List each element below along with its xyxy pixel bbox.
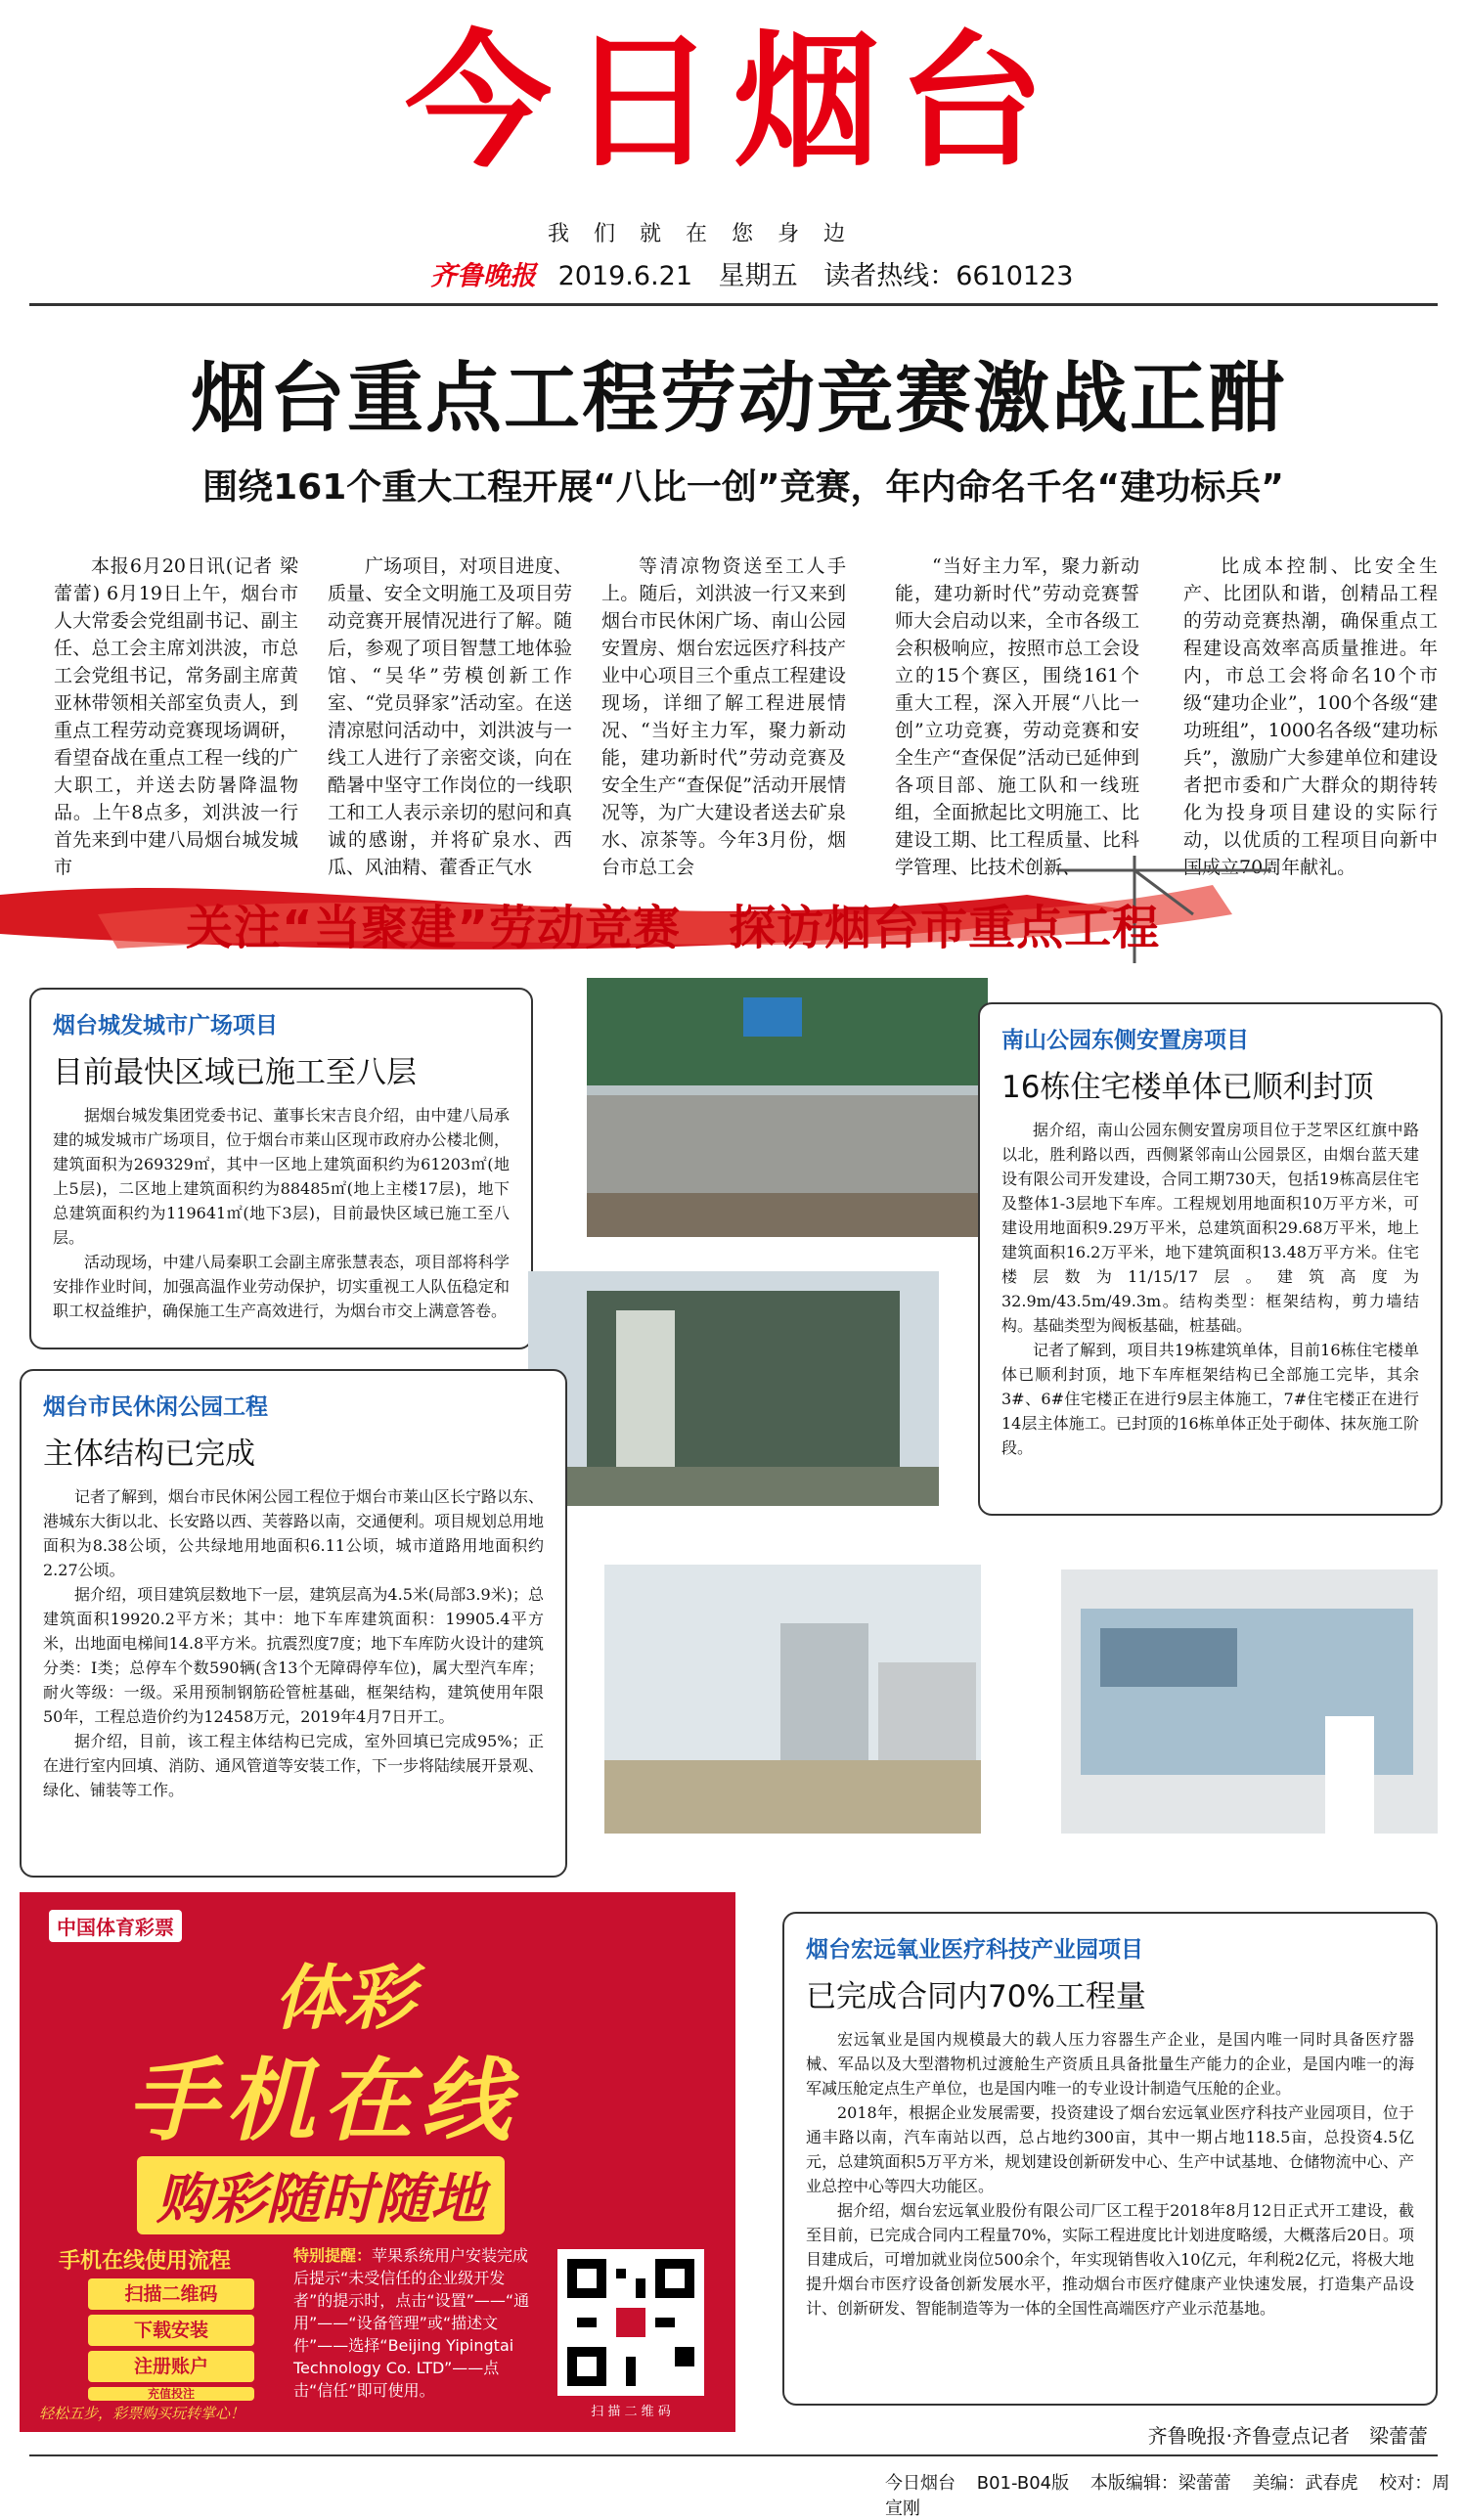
project-paragraph: 宏远氧业是国内规模最大的载人压力容器生产企业，是国内唯一同时具备医疗器械、军品以及大型潜物机过渡舱生产资质且具备批量生产能力的企业，是国内唯一的海军减压舱定点生产单位，也是国内唯一的专业设计制造气压舱的企业。 <box>806 2030 1414 2098</box>
ad-step: 下载安装 <box>88 2315 254 2346</box>
project-paragraph: 据介绍，南山公园东侧安置房项目位于芝罘区红旗中路以北，胜利路以西，西侧紧邻南山公园景区，由烟台蓝天建设有限公司开发建设，合同工期730天，包括19栋高层住宅及整体1-3层地下车库。工程规划用地面积10万平方米，可建设用地面积9.29万平米，总建筑面积29.68万平米，地上建筑面积16.2万平米，地下建筑面积13.48万平方米。住宅楼层数为11/15/17层。建筑高度为32.9m/43.5m/49.3m。结构类型：框架结构，剪力墙结构。基础类型为阀板基础，桩基础。 <box>1001 1121 1419 1335</box>
construction-site-photo-2 <box>528 1271 939 1506</box>
footer-designer: 美编：武春虎 <box>1252 2473 1358 2494</box>
exhibition-photo <box>1061 1569 1438 1834</box>
lead-column-4: “当好主力军，聚力新动能，建功新时代”劳动竞赛誓师大会启动以来，全市各级工会积极响应，按照市总工会设立的15个赛区，围绕161个重大工程，深入开展“八比一创”立功竞赛，劳动竞赛和安全生产“查保促”活动已延伸到各项目部、施工队和一线班组，全面掀起比文明施工、比建设工期、比工程质量、比科学管理、比技术创新、 <box>895 555 1139 878</box>
project-title: 主体结构已完成 <box>43 1437 255 1472</box>
masthead-slogan: 我 们 就 在 您 身 边 <box>548 222 854 246</box>
construction-site-photo-1 <box>587 978 988 1237</box>
footer-paper: 今日烟台 <box>885 2473 956 2494</box>
ad-flow-title: 手机在线使用流程 <box>59 2249 232 2274</box>
masthead-title: 今日烟台 <box>404 18 1062 188</box>
project-paragraph: 据介绍，烟台宏远氧业股份有限公司厂区工程于2018年8月12日正式开工建设，截至目前，已完成合同内工程量70%，实际工程进度比计划进度略缓，大概落后20日。项目建成后，可增加就业岗位500余个，年实现销售收入10亿元，年利税2亿元，将极大地提升烟台市医疗设备创新发展水平，推动烟台市医疗健康产业快速发展，打造集产品设计、创新研发、智能制造等为一体的全国性高端医疗产业示范基地。 <box>806 2201 1414 2318</box>
qr-caption: 扫 描 二 维 码 <box>591 2405 671 2419</box>
lead-column-1: 本报6月20日讯(记者 梁蕾蕾) 6月19日上午，烟台市人大常委会党组副书记、副主任、总工会主席刘洪波，市总工会党组书记，常务副主席黄亚林带领相关部室负责人，到重点工程劳动竞赛现场调研，看望奋战在重点工程一线的广大职工，并送去防暑降温物品。上午8点多，刘洪波一行首先来到中建八局烟台城发城市 <box>54 555 298 878</box>
project-paragraph: 活动现场，中建八局秦职工会副主席张慧表态，项目部将科学安排作业时间，加强高温作业劳动保护，切实重视工人队伍稳定和职工权益维护，确保施工生产高效进行，为烟台市交上满意答卷。 <box>53 1253 510 1320</box>
lead-column-3: 等清凉物资送至工人手上。随后，刘洪波一行又来到烟台市民休闲广场、南山公园安置房、烟台宏远医疗科技产业中心项目三个重点工程建设现场，详细了解工程进展情况、“当好主力军，聚力新动能，建功新时代”劳动竞赛及安全生产“查保促”活动开展情况等，为广大建设者送去矿泉水、凉茶等。今年3月份，烟台市总工会 <box>601 555 846 878</box>
lead-column-5: 比成本控制、比安全生产、比团队和谐，创精品工程的劳动竞赛热潮，确保重点工程建设高效率高质量推进。年内，市总工会将命名10个市级“建功企业”，100个各级“建功班组”，1000名各级“建功标兵”，激励广大参建单位和建设者把市委和广大群众的期待转化为投身项目建设的实际行动，以优质的工程项目向新中国成立70周年献礼。 <box>1183 555 1438 878</box>
project-tag: 烟台城发城市广场项目 <box>53 1013 278 1039</box>
footer-proof: 校对：周宣刚 <box>885 2473 1450 2519</box>
dateline <box>430 254 1090 292</box>
ad-footer: 轻松五步，彩票购买玩转掌心！ <box>39 2405 245 2422</box>
project-title: 已完成合同内70%工程量 <box>806 1979 1146 2014</box>
ad-line-1: 体彩 <box>274 1957 416 2039</box>
issue-weekday: 星期五 <box>718 261 798 291</box>
project-paragraph: 记者了解到，项目共19栋建筑单体，目前16栋住宅楼单体已顺利封顶，地下车库框架结构已全部施工完毕，其余3#、6#住宅楼正在进行9层主体施工，7#住宅楼正在进行14层主体施工。已封顶的16栋单体正处于砌体、抹灰施工阶段。 <box>1001 1341 1419 1457</box>
issue-date: 2019.6.21 <box>557 261 693 291</box>
project-box-leisure-park <box>20 1369 567 1878</box>
project-title: 目前最快区域已施工至八层 <box>53 1055 417 1090</box>
ad-note <box>293 2244 538 2402</box>
footer-divider <box>29 2454 1438 2456</box>
lottery-advertisement <box>20 1892 735 2432</box>
ad-note-text: 苹果系统用户安装完成后提示“未受信任的企业级开发者”的提示时，点击“设置”——“通用”——“设备管理”或“描述文件”——选择“Beijing Yipingtai Technology Co. LTD”——点击“信任”即可使用。 <box>293 2246 530 2400</box>
masthead-divider <box>29 303 1438 306</box>
reporter-byline: 齐鲁晚报·齐鲁壹点记者 梁蕾蕾 <box>1147 2424 1428 2448</box>
sub-headline: 围绕161个重大工程开展“八比一创”竞赛，年内命名千名“建功标兵” <box>202 467 1284 508</box>
project-box-nanshan <box>978 1002 1443 1516</box>
construction-site-photo-3 <box>604 1565 981 1834</box>
footer-editor: 本版编辑：梁蕾蕾 <box>1089 2473 1231 2494</box>
ad-step: 扫描二维码 <box>88 2278 254 2310</box>
qr-code[interactable] <box>557 2249 704 2396</box>
page-footer <box>885 2469 1467 2520</box>
project-paragraph: 记者了解到，烟台市民休闲公园工程位于烟台市莱山区长宁路以东、港城东大街以北、长安路以西、芙蓉路以南，交通便利。项目规划总用地面积为8.38公顷，公共绿地用地面积6.11公顷，城市道路用地面积约2.27公顷。 <box>43 1487 545 1579</box>
project-box-hongyuan <box>782 1912 1438 2406</box>
ad-line-3: 购彩随时随地 <box>137 2156 505 2234</box>
ad-note-title: 特别提醒： <box>293 2246 373 2265</box>
project-paragraph: 据烟台城发集团党委书记、董事长宋吉良介绍，由中建八局承建的城发城市广场项目，位于烟台市莱山区现市政府办公楼北侧，建筑面积为269329㎡，其中一区地上建筑面积约为61203㎡(地上5层)，二区地上建筑面积约为88485㎡(地上主楼17层)，地下总建筑面积约为119641㎡(地下3层)，目前最快区域已施工至八层。 <box>53 1106 510 1247</box>
project-paragraph: 据介绍，目前，该工程主体结构已完成，室外回填已完成95%；正在进行室内回填、消防、通风管道等安装工作，下一步将陆续展开景观、绿化、铺装等工作。 <box>43 1732 545 1799</box>
ad-step: 充值投注 <box>88 2387 254 2401</box>
ad-step: 注册账户 <box>88 2351 254 2382</box>
lottery-logo: 中国体育彩票 <box>49 1910 182 1942</box>
lead-column-2: 广场项目，对项目进度、质量、安全文明施工及项目劳动竞赛开展情况进行了解。随后，参观了项目智慧工地体验馆、“吴华”劳模创新工作室、“党员驿家”活动室。在送清凉慰问活动中，刘洪波与一线工人进行了亲密交谈，向在酷暑中坚守工作岗位的一线职工和工人表示亲切的慰问和真诚的感谢，并将矿泉水、西瓜、风油精、藿香正气水 <box>328 555 572 878</box>
main-headline: 烟台重点工程劳动竞赛激战正酣 <box>190 355 1286 443</box>
project-tag: 烟台宏远氧业医疗科技产业园项目 <box>806 1937 1143 1963</box>
newspaper-brand: 齐鲁晚报 <box>430 261 536 291</box>
reader-hotline: 读者热线：6610123 <box>823 261 1074 291</box>
ad-line-2: 手机在线 <box>127 2049 519 2153</box>
project-paragraph: 2018年，根据企业发展需要，投资建设了烟台宏远氧业医疗科技产业园项目，位于通丰路以南，汽车南站以西，总占地约300亩，其中一期占地118.5亩，总投资4.5亿元，总建筑面积5万平方米，规划建设创新研发中心、生产中试基地、仓储物流中心、产业总控中心等四大功能区。 <box>806 2103 1414 2195</box>
project-tag: 烟台市民休闲公园工程 <box>43 1394 268 1420</box>
project-paragraph: 据介绍，项目建筑层数地下一层，建筑层高为4.5米(局部3.9米)；总建筑面积19920.2平方米；其中：地下车库建筑面积：19905.4平方米，出地面电梯间14.8平方米。抗震烈度7度；地下车库防火设计的建筑分类：Ⅰ类；总停车个数590辆(含13个无障碍停车位)，属大型汽车库；耐火等级：一级。采用预制钢筋砼管桩基础，框架结构，建筑使用年限50年，工程总造价约为12458万元，2019年4月7日开工。 <box>43 1585 544 1726</box>
section-banner-title: 关注“当聚建”劳动竞赛 探访烟台市重点工程 <box>186 901 1161 955</box>
project-title: 16栋住宅楼单体已顺利封顶 <box>1001 1070 1374 1105</box>
footer-pages: B01-B04版 <box>976 2473 1070 2494</box>
project-box-citycenter <box>29 988 533 1349</box>
project-tag: 南山公园东侧安置房项目 <box>1001 1028 1249 1053</box>
